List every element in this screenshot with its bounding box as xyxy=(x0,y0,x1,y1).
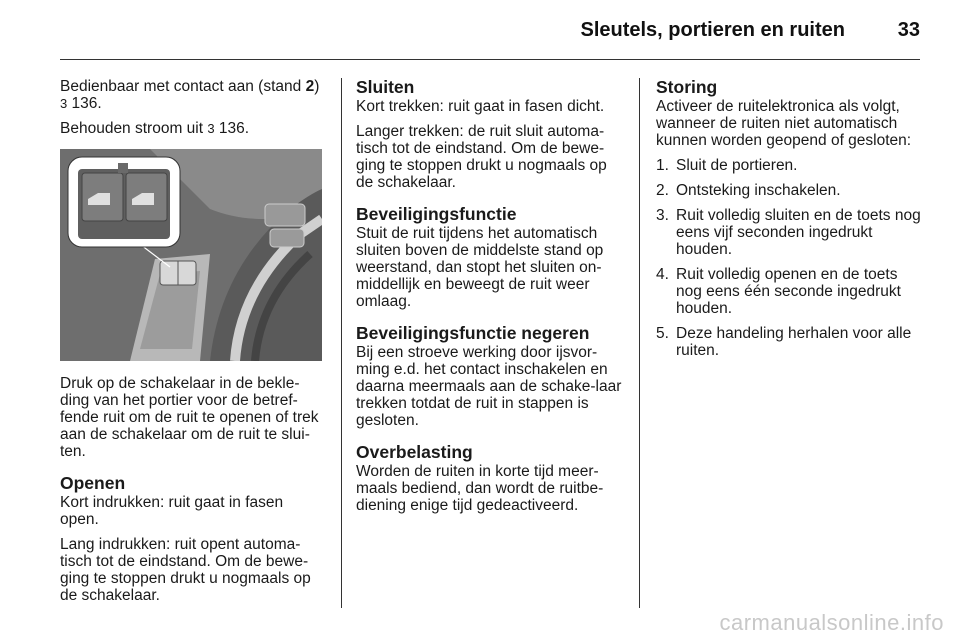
list-item xyxy=(656,157,924,174)
window-switch-figure xyxy=(60,149,322,361)
column-divider-1 xyxy=(341,78,342,608)
page-header-title: Sleutels, portieren en ruiten xyxy=(580,19,845,41)
section-heading-overbelasting: Overbelasting xyxy=(356,442,473,462)
step-text: Ontsteking inschakelen. xyxy=(676,182,841,199)
section-heading-openen: Openen xyxy=(60,473,126,493)
retained-power-paragraph xyxy=(60,120,325,137)
storing-intro: Activeer de ruitelektronica als volgt, wanneer de ruiten niet automatisch kunnen worden geopend of gesloten: xyxy=(656,98,912,149)
step-number: 1. xyxy=(656,157,669,174)
step-text: Ruit volledig openen en de toets nog eens één seconde ingedrukt houden. xyxy=(676,266,901,317)
header-rule xyxy=(60,59,920,60)
step-number: 5. xyxy=(656,325,669,342)
section-heading-beveiligingsfunctie: Beveiligingsfunctie xyxy=(356,204,517,224)
availability-text: Bedienbaar met contact aan (stand xyxy=(60,78,306,95)
list-item xyxy=(656,266,924,317)
watermark: carmanualsonline.info xyxy=(719,610,944,635)
availability-paragraph xyxy=(60,78,325,112)
step-text: Deze handeling herhalen voor alle ruiten. xyxy=(676,325,912,359)
availability-close: ) xyxy=(314,78,320,95)
column-divider-2 xyxy=(639,78,640,608)
reference-page: 136. xyxy=(214,120,250,137)
column-3 xyxy=(656,78,924,367)
openen-long-press: Lang indrukken: ruit opent automa-tisch tot de eindstand. Om de bewe-ging te stoppen drukt u nogmaals op de schakelaar. xyxy=(60,536,311,604)
section-heading-negeren: Beveiligingsfunctie negeren xyxy=(356,323,590,343)
column-2 xyxy=(356,78,624,522)
beveiligingsfunctie-text: Stuit de ruit tijdens het automatisch sluiten boven de middelste stand op weerstand, dan stopt het sluiten on-middellijk en beweegt de ruit weer omlaag. xyxy=(356,225,604,310)
list-item xyxy=(656,207,924,258)
overbelasting-text: Worden de ruiten in korte tijd meer-maals bediend, dan wordt de ruitbe-diening enige tijd gedeactiveerd. xyxy=(356,463,604,514)
reference-arrow-icon: 3 xyxy=(60,96,68,111)
step-text: Sluit de portieren. xyxy=(676,157,798,174)
section-heading-sluiten: Sluiten xyxy=(356,77,415,97)
openen-short-press: Kort indrukken: ruit gaat in fasen open. xyxy=(60,494,284,528)
retained-power-text: Behouden stroom uit xyxy=(60,120,208,137)
negeren-text: Bij een stroeve werking door ijsvor-ming e.d. het contact inschakelen en daarna meermaals aan de schake-laar trekken totdat de ruit in stappen is gesloten. xyxy=(356,344,622,429)
step-number: 3. xyxy=(656,207,669,224)
page-number: 33 xyxy=(897,19,920,41)
column-1 xyxy=(60,78,325,612)
sluiten-long-pull: Langer trekken: de ruit sluit automa-tisch tot de eindstand. Om de bewe-ging te stoppen drukt u nogmaals op de schakelaar. xyxy=(356,123,607,191)
list-item xyxy=(656,325,924,359)
sluiten-short-pull: Kort trekken: ruit gaat in fasen dicht. xyxy=(356,98,605,115)
step-number: 4. xyxy=(656,266,669,283)
door-panel-illustration xyxy=(60,149,322,361)
figure-caption: Druk op de schakelaar in de bekle-ding van het portier voor de betref-fende ruit om de ruit te openen of trek aan de schakelaar om de ruit te slui-ten. xyxy=(60,375,319,460)
list-item xyxy=(656,182,924,199)
storing-steps xyxy=(656,157,924,359)
section-heading-storing: Storing xyxy=(656,77,718,97)
reference-page: 136. xyxy=(67,95,102,112)
step-text: Ruit volledig sluiten en de toets nog eens vijf seconden ingedrukt houden. xyxy=(676,207,921,258)
step-number: 2. xyxy=(656,182,669,199)
ignition-position: 2 xyxy=(305,78,315,95)
reference-arrow-icon: 3 xyxy=(207,121,215,136)
